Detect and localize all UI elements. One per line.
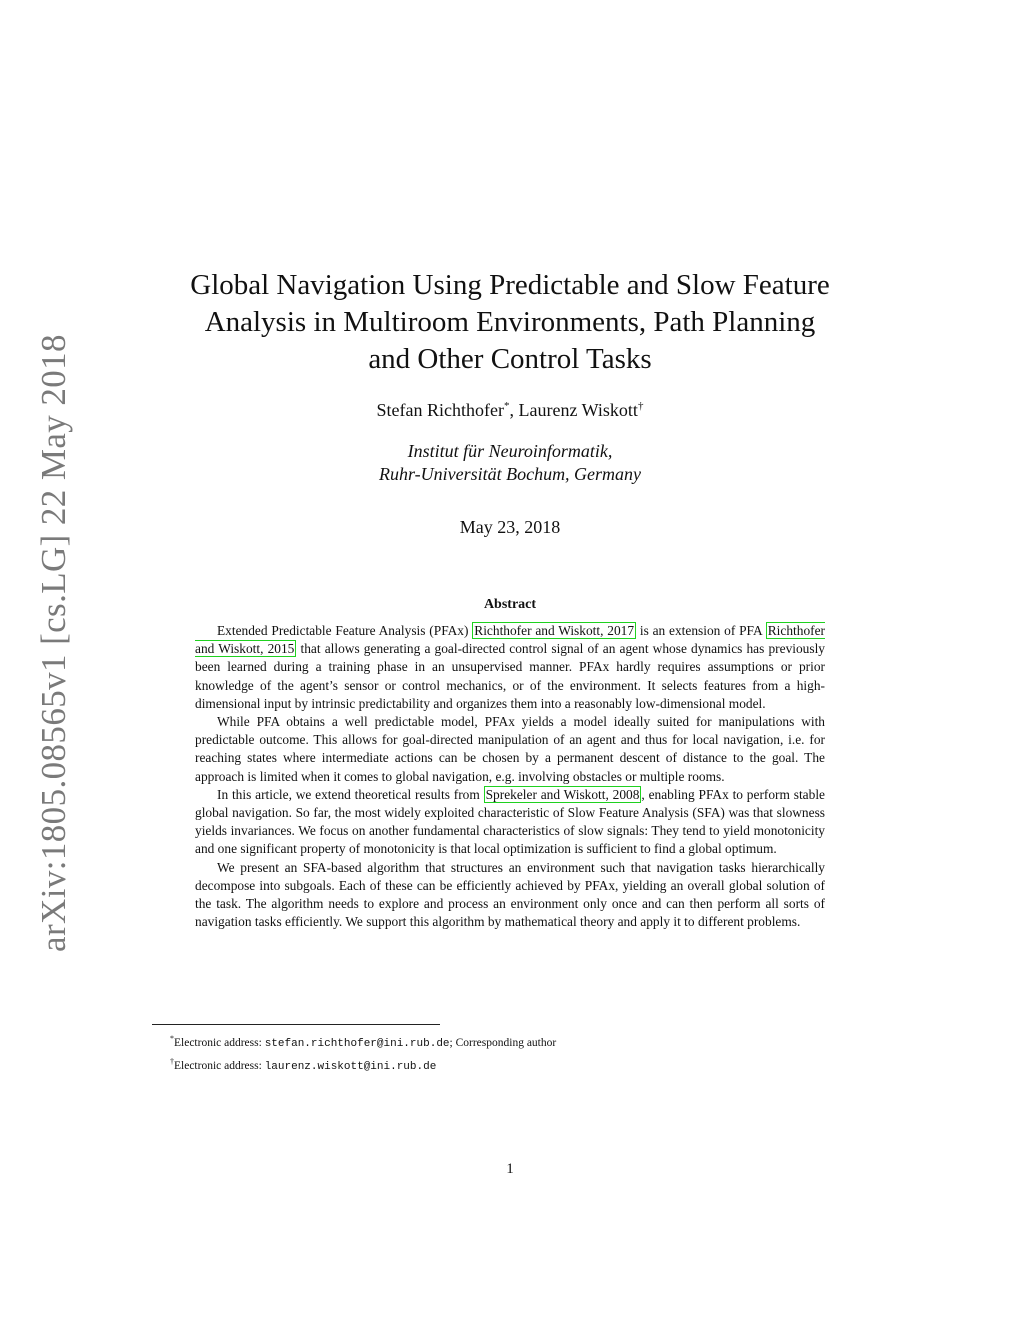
abstract-p1-text-b: is an extension of PFA — [636, 623, 766, 638]
title-line-3: and Other Control Tasks — [368, 343, 652, 375]
abstract-p3-text-a: In this article, we extend theoretical results from — [217, 786, 484, 802]
title-line-1: Global Navigation Using Predictable and Slow Feature — [190, 269, 830, 301]
abstract-p3-text-b: , enabling PFAx to perform stable global navigation. So far, the most widely exploited characteristic of Slow Feature Analysis (SFA) was that slowness yields invariances. We focus on another fundamental characteristics of slow signals: They tend to yield monotonicity and one significant property of monotonicity is that local optimization is sufficient to find a global optimum. — [195, 786, 825, 857]
abstract-paragraph-2: While PFA obtains a well predictable model, PFAx yields a model ideally suited for manipulations with predictable outcome. This allows for goal-directed manipulation of an agent and thus for local navigation, i.e. for reaching states where intermediate actions can be chosen by a permanent descent of distance to the goal. The approach is limited when it comes to global navigation, e.g. involving obstacles or multiple rooms. — [195, 714, 825, 784]
footnote-2 — [170, 1053, 830, 1076]
page-number: 1 — [506, 1161, 514, 1177]
citation-sprekeler-2008[interactable]: Sprekeler and Wiskott, 2008 — [485, 786, 640, 802]
abstract-paragraph-1 — [195, 622, 825, 713]
footnote-1-mark: * — [170, 1034, 174, 1043]
footnote-1 — [170, 1030, 830, 1053]
abstract-heading: Abstract — [483, 597, 537, 612]
abstract-body — [195, 622, 825, 931]
footnote-mark-1[interactable]: * — [504, 400, 510, 412]
email-wiskott[interactable]: laurenz.wiskott@ini.rub.de — [264, 1060, 437, 1073]
email-richthofer[interactable]: stefan.richthofer@ini.rub.de — [264, 1037, 450, 1050]
paper-title — [160, 267, 860, 378]
author-list — [160, 400, 860, 421]
footnote-2-label: Electronic address: — [174, 1059, 265, 1072]
author-separator: , — [509, 400, 519, 420]
abstract-paragraph-4: We present an SFA-based algorithm that structures an environment such that navigation tasks hierarchically decompose into subgoals. Each of these can be efficiently achieved by PFAx, yielding an overall global solution of the task. The algorithm needs to explore and process an environment only once and can then perform all sorts of navigation tasks efficiently. We support this algorithm by mathematical theory and apply it to different problems. — [195, 859, 825, 930]
footnote-1-label: Electronic address: — [174, 1036, 265, 1049]
abstract-p1-text-a: Extended Predictable Feature Analysis (PFAx) — [217, 623, 473, 638]
author-richthofer: Stefan Richthofer — [376, 400, 505, 420]
affiliation-line-1: Institut für Neuroinformatik, — [407, 441, 613, 461]
affiliation — [160, 440, 860, 486]
affiliation-line-2: Ruhr-Universität Bochum, Germany — [378, 464, 642, 484]
footnote-1-suffix: ; Corresponding author — [449, 1036, 557, 1049]
footnotes — [170, 1030, 830, 1076]
title-line-2: Analysis in Multiroom Environments, Path Planning — [204, 306, 816, 338]
footnote-divider — [152, 1024, 440, 1025]
arxiv-identifier[interactable]: arXiv:1805.08565v1 [cs.LG] 22 May 2018 — [34, 334, 73, 952]
footnote-mark-2[interactable]: † — [637, 400, 644, 412]
citation-richthofer-2017[interactable]: Richthofer and Wiskott, 2017 — [474, 623, 635, 638]
publication-date: May 23, 2018 — [459, 517, 561, 537]
citation-richthofer-2015[interactable]: Richthofer and Wiskott, 2015 — [195, 623, 825, 657]
abstract-p1-text-c: that allows generating a goal-directed control signal of an agent whose dynamics has previously been learned during a training phase in an unsupervised manner. PFAx hardly requires assumptions or prior knowledge of the agent’s sensor or control mechanics, or of the environment. It selects features from a high-dimensional input by intrinsic predictability and organizes them into a reasonably low-dimensional model. — [195, 641, 825, 711]
author-wiskott: Laurenz Wiskott — [518, 400, 638, 420]
footnote-2-mark: † — [170, 1056, 174, 1066]
abstract-paragraph-3 — [195, 786, 825, 859]
